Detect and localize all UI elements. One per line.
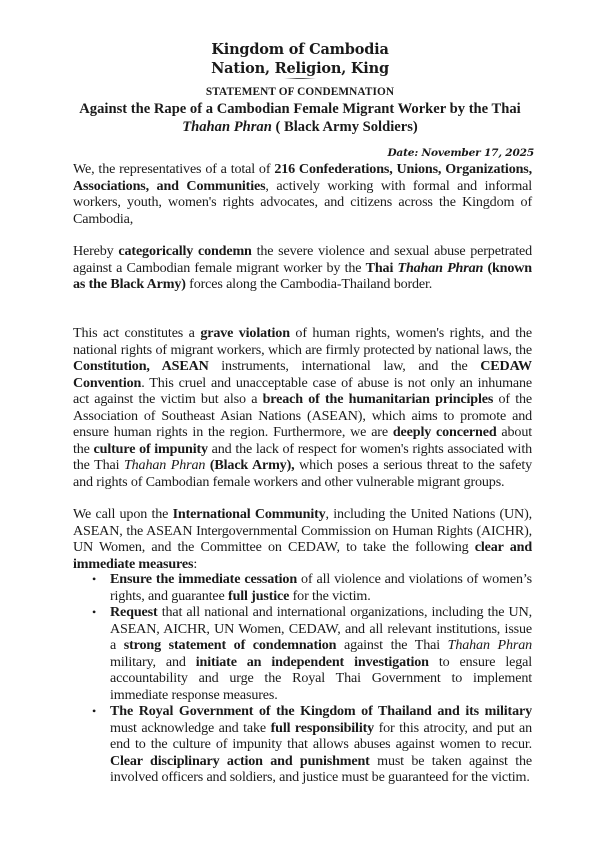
statement-title-rest: ( Black Army Soldiers) xyxy=(271,119,418,135)
text: to ensure legal accountability and urge the Royal Thai Government to implement immediate response measures. xyxy=(110,653,532,703)
bold-text: strong statement of condemnation xyxy=(123,637,337,653)
bullet-icon: • xyxy=(92,605,97,619)
measure-item xyxy=(73,703,532,786)
text: forces along the Cambodia-Thailand border. xyxy=(185,276,433,292)
bold-text: breach of the humanitarian principles xyxy=(262,391,494,407)
text: We call upon the xyxy=(73,506,173,522)
text: which poses a serious threat to the safety and rights of Cambodian female workers and other vulnerable migrant groups. xyxy=(73,457,533,490)
bold-text: culture of impunity xyxy=(93,440,208,457)
text: military, and xyxy=(110,653,196,670)
kingdom-heading: Kingdom of Cambodia xyxy=(211,41,389,58)
bold-text: Thai xyxy=(365,259,398,276)
paragraph-condemnation xyxy=(73,243,532,293)
bold-text: deeply concerned xyxy=(392,424,497,440)
text: of all violence and violations of women’s rights, and guarantee xyxy=(110,571,532,604)
bold-text: categorically condemn xyxy=(118,243,252,259)
text: the severe violence and sexual abuse perpetrated against a Cambodian female migrant worker by the xyxy=(73,243,532,276)
bold-text: The Royal Government of the Kingdom of Thailand and its military xyxy=(110,703,532,719)
measure-item xyxy=(73,571,532,604)
bullet-icon: • xyxy=(92,704,97,718)
statement-title-line1: Against the Rape of a Cambodian Female Migrant Worker by the Thai xyxy=(79,101,521,117)
text: Hereby xyxy=(73,243,119,259)
text: and the lack of respect for women's rights associated with the Thai xyxy=(73,440,532,473)
italic-text: Thahan Phran xyxy=(447,637,533,653)
bold-text: full responsibility xyxy=(270,719,375,736)
bold-text: Request xyxy=(110,604,158,620)
paragraph-violation xyxy=(73,325,532,490)
text: must acknowledge and take xyxy=(110,719,271,736)
bold-text: initiate an independent investigation xyxy=(195,653,429,670)
text: : xyxy=(193,555,198,572)
statement-date: Date: November 17, 2025 xyxy=(387,147,534,159)
text: for this atrocity, and put an end to the culture of impunity that allows abuses against women to recur. xyxy=(110,719,532,752)
bold-text: International Community xyxy=(172,506,326,522)
statement-title-italic: Thahan Phran xyxy=(182,119,272,135)
bold-text: Clear disciplinary action and punishment xyxy=(110,752,370,769)
text: about the xyxy=(73,424,532,457)
bold-text: 216 Confederations, Unions, Organizations, Associations, and Communities xyxy=(73,161,532,194)
text: This act constitutes a xyxy=(73,325,201,341)
statement-type: STATEMENT OF CONDEMNATION xyxy=(205,86,395,98)
bold-text: Constitution, ASEAN xyxy=(73,358,209,374)
text: against the Thai xyxy=(336,637,448,653)
bullet-icon: • xyxy=(92,572,97,586)
text: must be taken against the involved officers and soldiers, and justice must be guaranteed for the victim. xyxy=(110,752,532,785)
bold-text: clear and immediate measures xyxy=(73,539,533,572)
text: of the Association of Southeast Asian Nations (ASEAN), which aims to promote and ensure human rights in the region. Furthermore, we are xyxy=(73,391,532,440)
text: , including the United Nations (UN), ASEAN, the ASEAN Intergovernmental Commission on Human Rights (AICHR), UN Women, and the Committee on CEDAW, to take the following xyxy=(73,506,533,555)
ornamental-divider-icon xyxy=(284,78,316,79)
bold-text: grave violation xyxy=(200,325,290,341)
measure-item xyxy=(73,604,532,703)
paragraph-signatories xyxy=(73,161,532,227)
motto-heading: Nation, Religion, King xyxy=(211,60,389,77)
paragraph-call-to-action xyxy=(73,506,532,572)
italic-text: Thahan Phran xyxy=(123,457,206,473)
bold-text: Ensure the immediate cessation xyxy=(110,571,298,587)
bold-text: full justice xyxy=(228,587,290,604)
statement-title-line2 xyxy=(0,118,600,136)
text: for the victim. xyxy=(289,587,371,604)
bold-text: (Black Army), xyxy=(209,457,295,473)
bold-text: (known as the Black Army) xyxy=(73,259,532,292)
text: . This cruel and unacceptable case of abuse is not only an inhumane act against the victim but also a xyxy=(73,374,532,407)
bold-text: CEDAW Convention xyxy=(73,358,532,391)
bold-italic-text: Thahan Phran xyxy=(397,259,484,276)
measures-list xyxy=(73,571,532,786)
text: that all national and international organizations, including the UN, ASEAN, AICHR, UN Women, CEDAW, and all relevant institutions, issue a xyxy=(110,604,532,653)
text: instruments, international law, and the xyxy=(208,358,481,374)
text: We, the representatives of a total of xyxy=(73,161,275,177)
text: , actively working with formal and informal workers, youth, women's rights advocates, and citizens across the Kingdom of Cambodia, xyxy=(73,177,532,227)
text: of human rights, women's rights, and the national rights of migrant workers, which are firmly protected by national laws, the xyxy=(73,325,532,358)
